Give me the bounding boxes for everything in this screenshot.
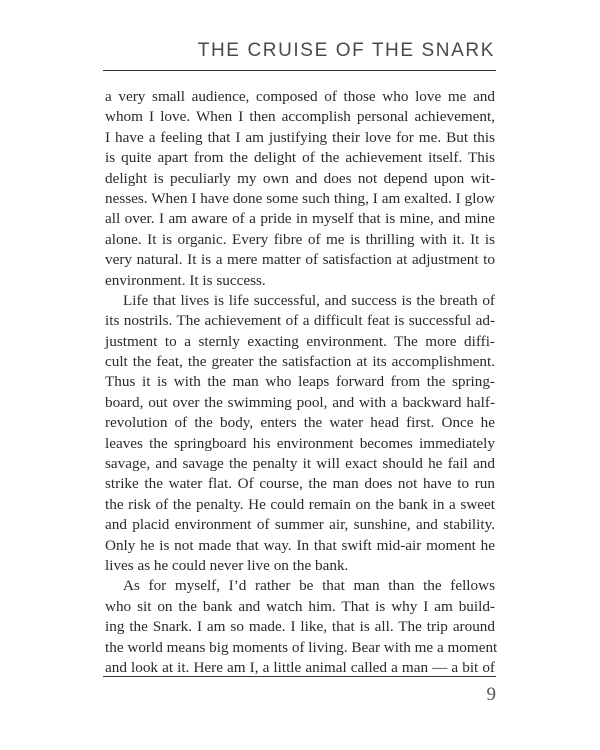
text-line: its nostrils. The achievement of a difficult feat is successful ad-	[105, 312, 495, 330]
text-line: alone. It is organic. Every fibre of me is thrilling with it. It is	[105, 230, 495, 248]
paragraph	[105, 291, 495, 576]
text-line: whom I love. When I then accomplish personal achievement,	[105, 108, 495, 126]
text-line: revolution of the body, enters the water head first. Once he	[105, 414, 495, 432]
text-line: strike the water flat. Of course, the man does not have to run	[105, 475, 495, 493]
text-line: cult the feat, the greater the satisfaction at its accomplishment.	[105, 353, 495, 371]
text-line: ing the Snark. I am so made. I like, that is all. The trip around	[105, 618, 495, 636]
text-line: and placid environment of summer air, sunshine, and stability.	[105, 516, 495, 534]
text-line: board, out over the swimming pool, and with a backward half-	[105, 393, 495, 411]
header-rule	[103, 70, 496, 71]
footer-rule	[103, 676, 496, 677]
text-line: who sit on the bank and watch him. That is why I am build-	[105, 597, 495, 615]
text-line: and look at it. Here am I, a little animal called a man — a bit of	[105, 658, 495, 676]
text-line: justment to a sternly exacting environment. The more diffi-	[105, 332, 495, 350]
text-line: delight is peculiarly my own and does not depend upon wit-	[105, 169, 495, 187]
text-line: a very small audience, composed of those who love me and	[105, 88, 495, 105]
text-line: the world means big moments of living. Bear with me a moment	[105, 638, 498, 656]
text-line: savage, and savage the penalty it will exact should he fail and	[105, 455, 495, 473]
text-line: all over. I am aware of a pride in myself that is mine, and mine	[105, 210, 495, 228]
text-line: leaves the springboard his environment becomes immediately	[105, 434, 495, 452]
text-line: Life that lives is life successful, and success is the breath of	[123, 291, 495, 309]
text-line: Only he is not made that way. In that swift mid-air moment he	[105, 536, 495, 554]
text-line: environment. It is success.	[105, 271, 266, 289]
text-line: very natural. It is a mere matter of satisfaction at adjustment to	[105, 251, 495, 269]
running-header-title: THE CRUISE OF THE SNARK	[197, 40, 495, 61]
text-line: lives as he could never live on the bank.	[105, 556, 349, 574]
paragraph	[105, 87, 495, 291]
paragraph	[105, 576, 498, 678]
page-number: 9	[486, 684, 496, 705]
text-line: nesses. When I have done some such thing, I am exalted. I glow	[105, 189, 495, 207]
text-line: Thus it is with the man who leaps forward from the spring-	[105, 373, 495, 391]
text-line: is quite apart from the delight of the achievement itself. This	[105, 149, 495, 167]
text-line: I have a feeling that I am justifying their love for me. But this	[105, 128, 495, 146]
text-line: the risk of the penalty. He could remain on the bank in a sweet	[105, 495, 495, 513]
text-line: As for myself, I’d rather be that man than the fellows	[123, 577, 495, 595]
body-text	[105, 87, 498, 678]
